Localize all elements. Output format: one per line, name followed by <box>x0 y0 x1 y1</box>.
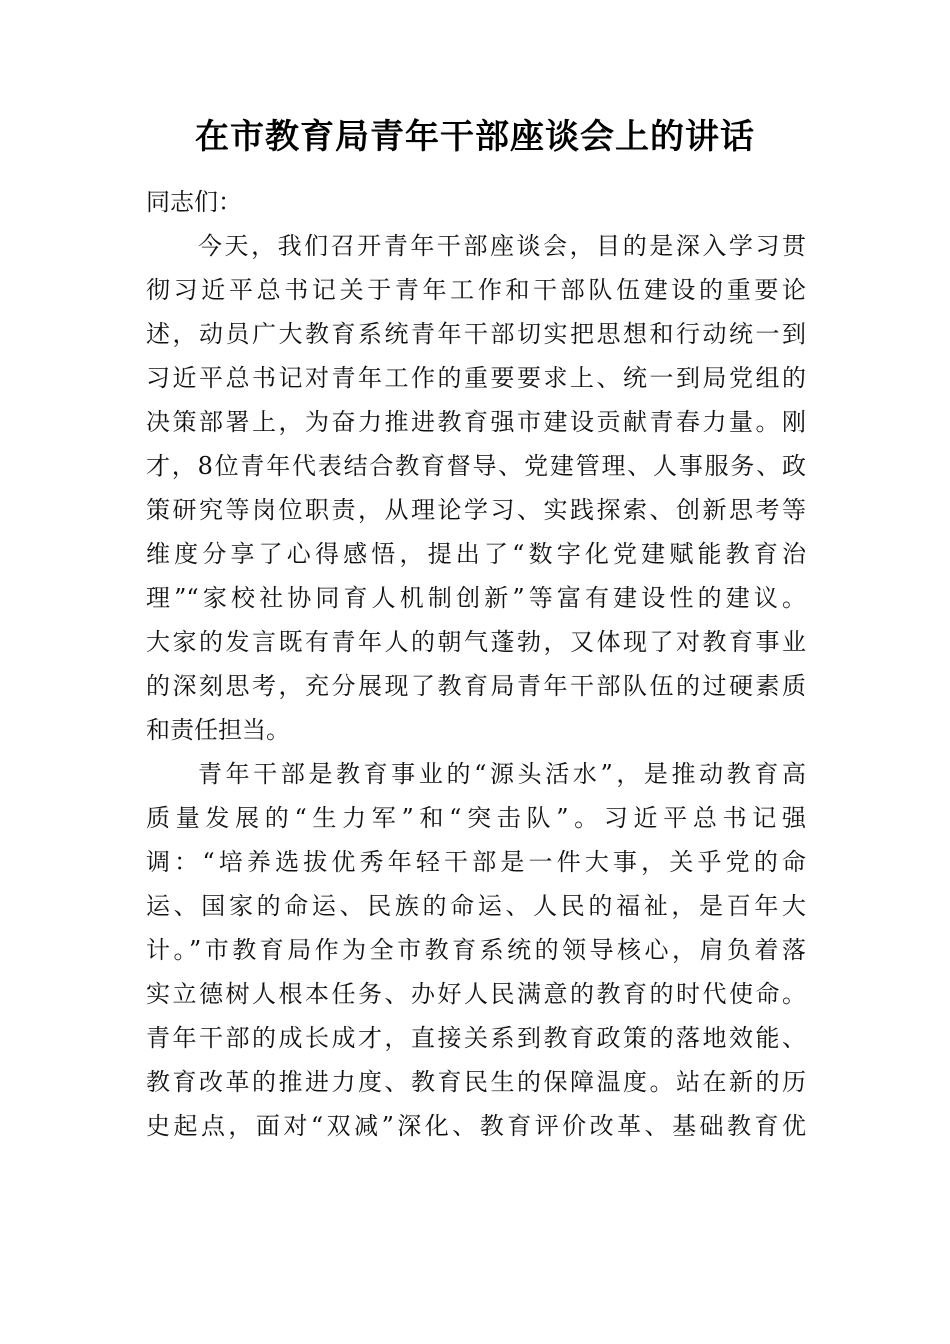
paragraph-line: 今天，我们召开青年干部座谈会，目的是深入学习贯 <box>198 232 806 260</box>
paragraph-line: 才，8位青年代表结合教育督导、党建管理、人事服务、政 <box>146 452 806 480</box>
speech-body <box>146 180 806 1148</box>
paragraph-line: 大家的发言既有青年人的朝气蓬勃，又体现了对教育事业 <box>146 628 806 656</box>
paragraph-line: 青年干部是教育事业的“源头活水”，是推动教育高 <box>198 760 806 788</box>
paragraph-line: 决策部署上，为奋力推进教育强市建设贡献青春力量。刚 <box>146 408 806 436</box>
paragraph-1 <box>146 224 806 752</box>
paragraph-line: 理”“家校社协同育人机制创新”等富有建设性的建议。 <box>146 584 806 612</box>
paragraph-line: 计。”市教育局作为全市教育系统的领导核心，肩负着落 <box>146 936 806 964</box>
page-title: 在市教育局青年干部座谈会上的讲话 <box>195 117 755 157</box>
paragraph-line: 实立德树人根本任务、办好人民满意的教育的时代使命。 <box>146 980 806 1008</box>
paragraph-2 <box>146 752 806 1148</box>
paragraph-line: 述，动员广大教育系统青年干部切实把思想和行动统一到 <box>146 320 806 348</box>
paragraph-line: 的深刻思考，充分展现了教育局青年干部队伍的过硬素质 <box>146 672 806 700</box>
paragraph-line: 维度分享了心得感悟，提出了“数字化党建赋能教育治 <box>146 540 806 568</box>
paragraph-line: 和责任担当。 <box>146 716 290 744</box>
paragraph-line: 运、国家的命运、民族的命运、人民的福祉，是百年大 <box>146 892 806 920</box>
paragraph-line: 习近平总书记对青年工作的重要要求上、统一到局党组的 <box>146 364 806 392</box>
paragraph-line: 质量发展的“生力军”和“突击队”。习近平总书记强 <box>146 804 806 832</box>
paragraph-line: 史起点，面对“双减”深化、教育评价改革、基础教育优 <box>146 1112 806 1140</box>
paragraph-line: 彻习近平总书记关于青年工作和干部队伍建设的重要论 <box>146 276 806 304</box>
paragraph-line: 调：“培养选拔优秀年轻干部是一件大事，关乎党的命 <box>146 848 806 876</box>
paragraph-line: 青年干部的成长成才，直接关系到教育政策的落地效能、 <box>146 1024 806 1052</box>
paragraph-line: 教育改革的推进力度、教育民生的保障温度。站在新的历 <box>146 1068 806 1096</box>
salutation: 同志们： <box>146 188 242 216</box>
paragraph-line: 策研究等岗位职责，从理论学习、实践探索、创新思考等 <box>146 496 806 524</box>
